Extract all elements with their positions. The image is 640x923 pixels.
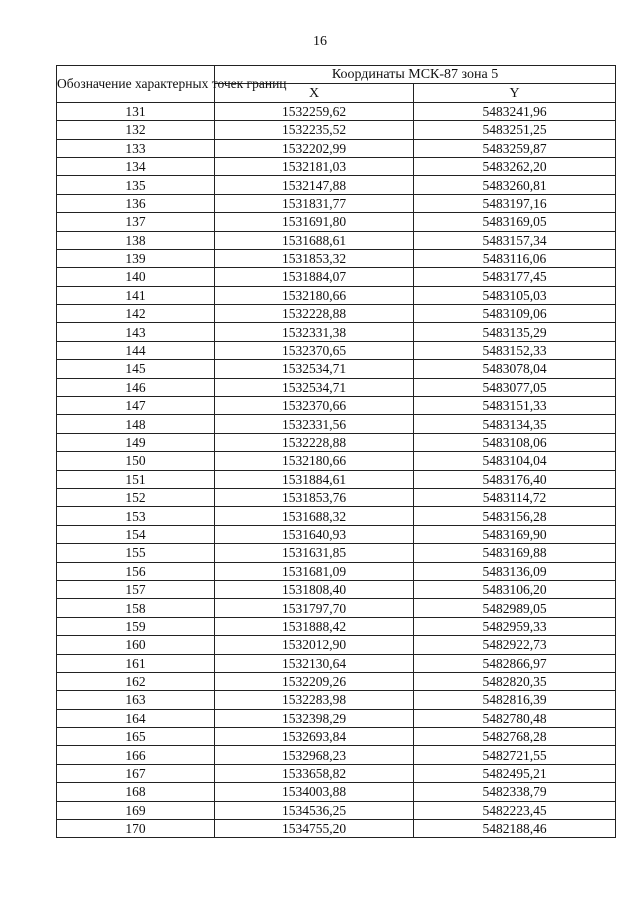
point-cell: 150 [57,452,215,470]
y-coordinate-cell: 5483136,09 [414,562,616,580]
table-row [57,360,616,378]
table-row [57,580,616,598]
table-row [57,249,616,267]
point-cell: 136 [57,194,215,212]
x-coordinate-cell: 1532398,29 [215,709,414,727]
table-row [57,102,616,120]
x-coordinate-cell: 1531853,32 [215,249,414,267]
y-coordinate-cell: 5483104,04 [414,452,616,470]
table-row [57,194,616,212]
x-coordinate-cell: 1531853,76 [215,488,414,506]
point-cell: 143 [57,323,215,341]
table-row [57,488,616,506]
table-row [57,617,616,635]
table-row [57,157,616,175]
point-cell: 135 [57,176,215,194]
table-row [57,507,616,525]
y-coordinate-cell: 5482989,05 [414,599,616,617]
y-coordinate-cell: 5483156,28 [414,507,616,525]
y-coordinate-cell: 5483152,33 [414,341,616,359]
point-cell: 155 [57,544,215,562]
x-coordinate-cell: 1532968,23 [215,746,414,764]
point-cell: 139 [57,249,215,267]
table-row [57,231,616,249]
table-row [57,121,616,139]
x-coordinate-cell: 1532181,03 [215,157,414,175]
y-coordinate-cell: 5482721,55 [414,746,616,764]
table-row [57,636,616,654]
table-row [57,286,616,304]
y-coordinate-cell: 5483151,33 [414,397,616,415]
point-cell: 131 [57,102,215,120]
header-x: X [215,84,414,102]
y-coordinate-cell: 5483105,03 [414,286,616,304]
x-coordinate-cell: 1531631,85 [215,544,414,562]
table-row [57,452,616,470]
x-coordinate-cell: 1532370,66 [215,397,414,415]
table-row [57,691,616,709]
x-coordinate-cell: 1532370,65 [215,341,414,359]
x-coordinate-cell: 1532228,88 [215,433,414,451]
y-coordinate-cell: 5483251,25 [414,121,616,139]
y-coordinate-cell: 5483106,20 [414,580,616,598]
y-coordinate-cell: 5482495,21 [414,764,616,782]
y-coordinate-cell: 5483177,45 [414,268,616,286]
point-cell: 152 [57,488,215,506]
table-row [57,139,616,157]
point-cell: 132 [57,121,215,139]
table-row [57,213,616,231]
y-coordinate-cell: 5483116,06 [414,249,616,267]
x-coordinate-cell: 1531884,61 [215,470,414,488]
y-coordinate-cell: 5483114,72 [414,488,616,506]
x-coordinate-cell: 1532209,26 [215,672,414,690]
point-cell: 138 [57,231,215,249]
table-row [57,415,616,433]
y-coordinate-cell: 5483135,29 [414,323,616,341]
table-row [57,544,616,562]
point-cell: 164 [57,709,215,727]
x-coordinate-cell: 1532331,38 [215,323,414,341]
point-cell: 158 [57,599,215,617]
header-point-designation: Обозначение характерных точек границ [57,66,215,103]
x-coordinate-cell: 1532147,88 [215,176,414,194]
point-cell: 140 [57,268,215,286]
table-row [57,470,616,488]
x-coordinate-cell: 1532012,90 [215,636,414,654]
point-cell: 154 [57,525,215,543]
point-cell: 133 [57,139,215,157]
table-row [57,654,616,672]
x-coordinate-cell: 1532180,66 [215,452,414,470]
point-cell: 160 [57,636,215,654]
x-coordinate-cell: 1531681,09 [215,562,414,580]
x-coordinate-cell: 1531831,77 [215,194,414,212]
x-coordinate-cell: 1532283,98 [215,691,414,709]
y-coordinate-cell: 5483169,90 [414,525,616,543]
point-cell: 142 [57,305,215,323]
table-row [57,764,616,782]
y-coordinate-cell: 5483176,40 [414,470,616,488]
point-cell: 148 [57,415,215,433]
x-coordinate-cell: 1532130,64 [215,654,414,672]
table-row [57,562,616,580]
x-coordinate-cell: 1532180,66 [215,286,414,304]
point-cell: 149 [57,433,215,451]
table-row [57,268,616,286]
point-cell: 167 [57,764,215,782]
table-row [57,801,616,819]
point-cell: 166 [57,746,215,764]
table-row [57,305,616,323]
point-cell: 165 [57,728,215,746]
point-cell: 146 [57,378,215,396]
y-coordinate-cell: 5483169,88 [414,544,616,562]
x-coordinate-cell: 1532235,52 [215,121,414,139]
x-coordinate-cell: 1532331,56 [215,415,414,433]
y-coordinate-cell: 5483169,05 [414,213,616,231]
y-coordinate-cell: 5483241,96 [414,102,616,120]
table-row [57,672,616,690]
table-header [57,66,616,103]
table-row [57,176,616,194]
point-cell: 169 [57,801,215,819]
table-row [57,783,616,801]
y-coordinate-cell: 5482866,97 [414,654,616,672]
point-cell: 170 [57,820,215,838]
x-coordinate-cell: 1532693,84 [215,728,414,746]
x-coordinate-cell: 1531808,40 [215,580,414,598]
y-coordinate-cell: 5483109,06 [414,305,616,323]
table-row [57,820,616,838]
x-coordinate-cell: 1531797,70 [215,599,414,617]
y-coordinate-cell: 5483197,16 [414,194,616,212]
point-cell: 134 [57,157,215,175]
point-cell: 145 [57,360,215,378]
y-coordinate-cell: 5483262,20 [414,157,616,175]
table-row [57,397,616,415]
x-coordinate-cell: 1533658,82 [215,764,414,782]
y-coordinate-cell: 5482780,48 [414,709,616,727]
y-coordinate-cell: 5482922,73 [414,636,616,654]
x-coordinate-cell: 1531691,80 [215,213,414,231]
page-number: 16 [313,34,327,49]
header-coordinates: Координаты МСК-87 зона 5 [215,66,616,84]
x-coordinate-cell: 1531640,93 [215,525,414,543]
point-cell: 137 [57,213,215,231]
point-cell: 151 [57,470,215,488]
x-coordinate-cell: 1531888,42 [215,617,414,635]
x-coordinate-cell: 1534003,88 [215,783,414,801]
table-row [57,709,616,727]
y-coordinate-cell: 5483260,81 [414,176,616,194]
point-cell: 153 [57,507,215,525]
y-coordinate-cell: 5482188,46 [414,820,616,838]
coordinates-table [56,65,616,838]
x-coordinate-cell: 1532534,71 [215,378,414,396]
table-row [57,525,616,543]
x-coordinate-cell: 1531688,61 [215,231,414,249]
point-cell: 162 [57,672,215,690]
point-cell: 161 [57,654,215,672]
table-row [57,746,616,764]
y-coordinate-cell: 5483108,06 [414,433,616,451]
y-coordinate-cell: 5483078,04 [414,360,616,378]
x-coordinate-cell: 1532259,62 [215,102,414,120]
x-coordinate-cell: 1534536,25 [215,801,414,819]
point-cell: 144 [57,341,215,359]
x-coordinate-cell: 1532534,71 [215,360,414,378]
table-row [57,599,616,617]
point-cell: 163 [57,691,215,709]
y-coordinate-cell: 5483259,87 [414,139,616,157]
x-coordinate-cell: 1531884,07 [215,268,414,286]
header-y: Y [414,84,616,102]
point-cell: 141 [57,286,215,304]
point-cell: 168 [57,783,215,801]
table-body [57,102,616,838]
y-coordinate-cell: 5483077,05 [414,378,616,396]
y-coordinate-cell: 5483134,35 [414,415,616,433]
point-cell: 157 [57,580,215,598]
table-row [57,433,616,451]
y-coordinate-cell: 5482959,33 [414,617,616,635]
y-coordinate-cell: 5483157,34 [414,231,616,249]
point-cell: 156 [57,562,215,580]
x-coordinate-cell: 1534755,20 [215,820,414,838]
x-coordinate-cell: 1532202,99 [215,139,414,157]
y-coordinate-cell: 5482338,79 [414,783,616,801]
y-coordinate-cell: 5482768,28 [414,728,616,746]
x-coordinate-cell: 1531688,32 [215,507,414,525]
point-cell: 159 [57,617,215,635]
y-coordinate-cell: 5482223,45 [414,801,616,819]
point-cell: 147 [57,397,215,415]
table-row [57,378,616,396]
y-coordinate-cell: 5482816,39 [414,691,616,709]
y-coordinate-cell: 5482820,35 [414,672,616,690]
table-row [57,323,616,341]
table-row [57,728,616,746]
table-row [57,341,616,359]
x-coordinate-cell: 1532228,88 [215,305,414,323]
